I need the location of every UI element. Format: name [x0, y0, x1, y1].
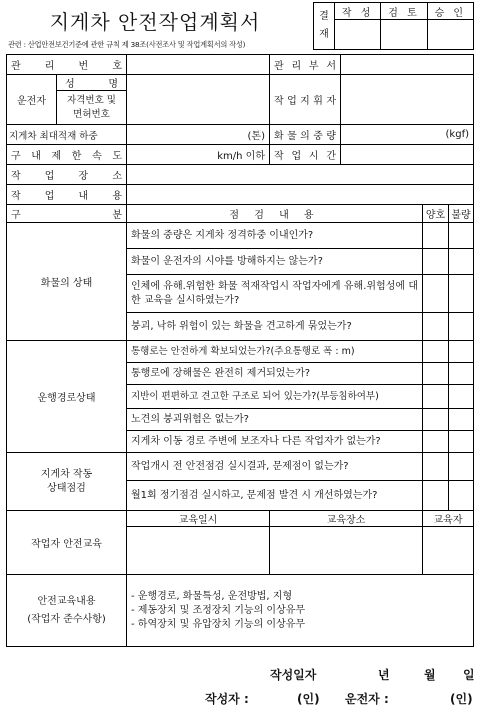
safety-education-label-line2: (작업자 준수사항) — [27, 613, 106, 625]
check-item: 화물이 운전자의 시야를 방해하지는 않는가? — [127, 249, 423, 275]
check-item: 통행로는 안전하게 확보되었는가?(주요통행로 폭 : m) — [127, 341, 423, 363]
approval-box — [313, 2, 474, 50]
check-good-box[interactable] — [423, 249, 449, 275]
work-time-field[interactable] — [341, 145, 474, 165]
work-content-field[interactable] — [127, 185, 474, 205]
check-bad-box[interactable] — [449, 363, 474, 385]
check-bad-box[interactable] — [449, 481, 474, 511]
education-date-header: 교육일시 — [127, 511, 270, 527]
day-label: 일 — [463, 668, 475, 682]
footer-date — [270, 666, 475, 683]
month-label: 월 — [424, 668, 436, 682]
management-dept-label: 관 리 부 서 — [270, 55, 341, 75]
check-good-box[interactable] — [423, 223, 449, 249]
safety-education-contents[interactable] — [127, 575, 474, 647]
section-forklift-check: 지게차 작동 상태점검 — [7, 453, 127, 511]
check-item: 노견의 붕괴위험은 없는가? — [127, 409, 423, 431]
check-good-box[interactable] — [423, 385, 449, 409]
management-dept-field[interactable] — [341, 55, 474, 75]
education-date-field[interactable] — [127, 527, 270, 575]
section-cargo-state: 화물의 상태 — [7, 223, 127, 341]
check-item: 지게차 이동 경로 주변에 보조자나 다른 작업자가 없는가? — [127, 431, 423, 453]
safety-bullet: - 운행경로, 화물특성, 운전방법, 지형 — [131, 590, 293, 602]
check-bad-box[interactable] — [449, 341, 474, 363]
footer-signatures — [205, 690, 475, 707]
cargo-weight-label: 화 물 의 중 량 — [270, 125, 341, 145]
max-load-field[interactable]: (톤) — [127, 125, 270, 145]
approval-col-approve: 승 인 — [427, 3, 473, 20]
col-bad-header: 불량 — [449, 205, 474, 223]
check-bad-box[interactable] — [449, 431, 474, 453]
work-time-label: 작 업 시 간 — [270, 145, 341, 165]
check-bad-box[interactable] — [449, 453, 474, 481]
date-label: 작성일자 — [270, 668, 317, 682]
check-item: 지반이 편편하고 견고한 구조로 되어 있는가?(부등침하여부) — [127, 385, 423, 409]
supervisor-field[interactable] — [341, 75, 474, 125]
check-good-box[interactable] — [423, 431, 449, 453]
name-label: 성 명 — [57, 75, 127, 91]
check-bad-box[interactable] — [449, 313, 474, 341]
check-item: 인체에 유해.위험한 화물 적재작업시 작업자에게 유해.위험성에 대한 교육을 실시하였는가? — [127, 275, 423, 313]
check-good-box[interactable] — [423, 453, 449, 481]
check-item: 화물의 중량은 지게차 정격하중 이내인가? — [127, 223, 423, 249]
safety-bullet: - 제동장치 및 조정장치 기능의 이상유무 — [131, 604, 306, 616]
check-item: 붕괴, 낙하 위험이 있는 화물을 견고하게 묶었는가? — [127, 313, 423, 341]
approval-label: 결 재 — [314, 3, 335, 50]
approval-sign-write[interactable] — [335, 20, 381, 50]
check-item: 월1회 정기점검 실시하고, 문제점 발견 시 개선하였는가? — [127, 481, 423, 511]
work-place-field[interactable] — [127, 165, 474, 185]
work-plan-table — [6, 54, 474, 647]
safety-education-label — [7, 575, 127, 647]
col-good-header: 양호 — [423, 205, 449, 223]
year-label: 년 — [378, 668, 390, 682]
work-content-label: 작 업 내 용 — [7, 185, 127, 205]
check-good-box[interactable] — [423, 409, 449, 431]
page-title: 지게차 안전작업계획서 — [49, 10, 261, 34]
check-bad-box[interactable] — [449, 385, 474, 409]
check-good-box[interactable] — [423, 363, 449, 385]
check-good-box[interactable] — [423, 481, 449, 511]
check-bad-box[interactable] — [449, 409, 474, 431]
regulation-reference: 관련 : 산업안전보건기준에 관한 규칙 제 38조(사전조사 및 작업계획서의 작성) — [8, 40, 246, 49]
approval-sign-review[interactable] — [381, 20, 427, 50]
approval-sign-approve[interactable] — [427, 20, 473, 50]
col-content-header: 점 검 내 용 — [127, 205, 423, 223]
license-no-label: 자격번호 및 면허번호 — [57, 91, 127, 125]
check-bad-box[interactable] — [449, 249, 474, 275]
management-no-field[interactable] — [127, 55, 270, 75]
education-label: 작업자 안전교육 — [7, 511, 127, 575]
writer-seal[interactable]: (인) — [297, 692, 320, 706]
speed-limit-label: 구 내 제 한 속 도 — [7, 145, 127, 165]
writer-label: 작성자 : — [205, 692, 249, 706]
check-bad-box[interactable] — [449, 223, 474, 249]
driver-info-field[interactable] — [127, 75, 270, 125]
max-load-label: 지게차 최대적재 하중 — [7, 125, 127, 145]
section-route-state: 운행경로상태 — [7, 341, 127, 453]
speed-limit-field[interactable]: km/h 이하 — [127, 145, 270, 165]
driver-sign-label: 운전자 : — [345, 692, 389, 706]
education-place-field[interactable] — [270, 527, 423, 575]
check-item: 작업개시 전 안전점검 실시결과, 문제점이 없는가? — [127, 453, 423, 481]
check-good-box[interactable] — [423, 275, 449, 313]
col-section-header: 구 분 — [7, 205, 127, 223]
approval-col-review: 검 토 — [381, 3, 427, 20]
safety-education-label-line1: 안전교육내용 — [37, 595, 96, 607]
driver-label: 운전자 — [7, 75, 57, 125]
check-good-box[interactable] — [423, 341, 449, 363]
work-place-label: 작 업 장 소 — [7, 165, 127, 185]
safety-bullet: - 하역장치 및 유압장치 기능의 이상유무 — [131, 618, 306, 630]
driver-seal[interactable]: (인) — [450, 692, 473, 706]
approval-col-write: 작 성 — [335, 3, 381, 20]
education-place-header: 교육장소 — [270, 511, 423, 527]
cargo-weight-field[interactable]: (kgf) — [341, 125, 474, 145]
check-item: 통행로에 장해물은 완전히 제거되었는가? — [127, 363, 423, 385]
check-bad-box[interactable] — [449, 275, 474, 313]
education-trainer-field[interactable] — [423, 527, 474, 575]
management-no-label: 관 리 번 호 — [7, 55, 127, 75]
education-trainer-header: 교육자 — [423, 511, 474, 527]
supervisor-label: 작 업 지 휘 자 — [270, 75, 341, 125]
check-good-box[interactable] — [423, 313, 449, 341]
